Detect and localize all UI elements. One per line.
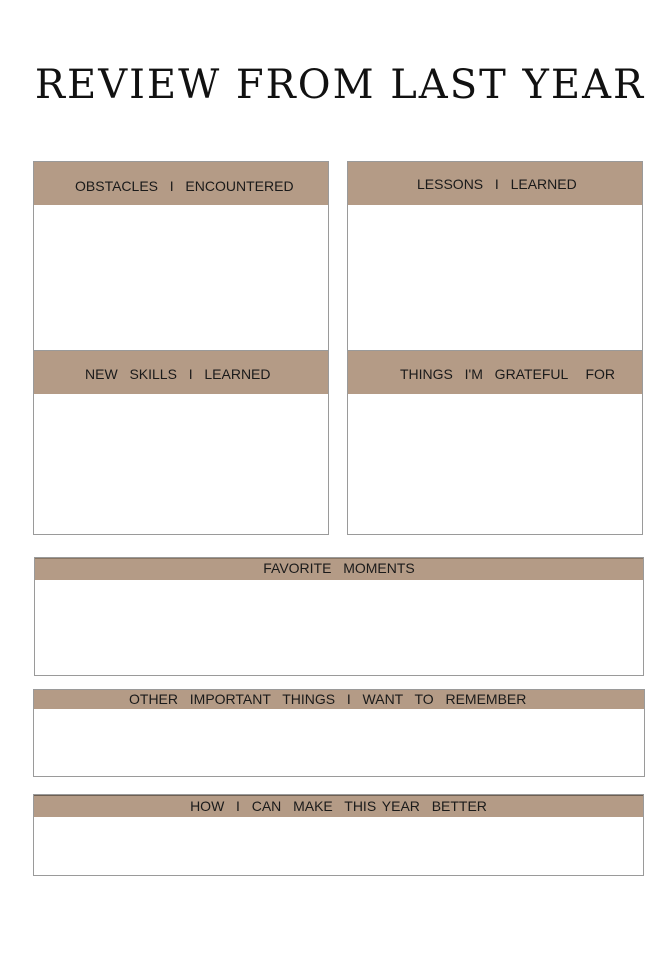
better-year-writing-area[interactable] bbox=[34, 817, 643, 875]
remember-header: OTHER IMPORTANT THINGS I WANT TO REMEMBER bbox=[34, 690, 644, 709]
remember-section bbox=[33, 689, 645, 777]
favorite-moments-section bbox=[34, 557, 644, 676]
obstacles-header: OBSTACLES I ENCOUNTERED bbox=[34, 162, 328, 205]
obstacles-section bbox=[33, 161, 329, 351]
better-year-header: HOW I CAN MAKE THIS YEAR BETTER bbox=[34, 795, 643, 817]
lessons-header: LESSONS I LEARNED bbox=[348, 162, 642, 205]
grateful-section bbox=[347, 350, 643, 535]
new-skills-writing-area[interactable] bbox=[34, 394, 328, 534]
new-skills-header: NEW SKILLS I LEARNED bbox=[34, 351, 328, 394]
favorite-moments-writing-area[interactable] bbox=[35, 580, 643, 675]
page-title: REVIEW FROM LAST YEAR bbox=[34, 62, 646, 108]
obstacles-writing-area[interactable] bbox=[34, 205, 328, 351]
better-year-section bbox=[33, 794, 644, 876]
new-skills-section bbox=[33, 350, 329, 535]
remember-writing-area[interactable] bbox=[34, 709, 644, 776]
lessons-section bbox=[347, 161, 643, 351]
lessons-writing-area[interactable] bbox=[348, 205, 642, 351]
grateful-header: THINGS I'M GRATEFUL FOR bbox=[348, 351, 642, 394]
favorite-moments-header: FAVORITE MOMENTS bbox=[35, 558, 643, 580]
grateful-writing-area[interactable] bbox=[348, 394, 642, 534]
